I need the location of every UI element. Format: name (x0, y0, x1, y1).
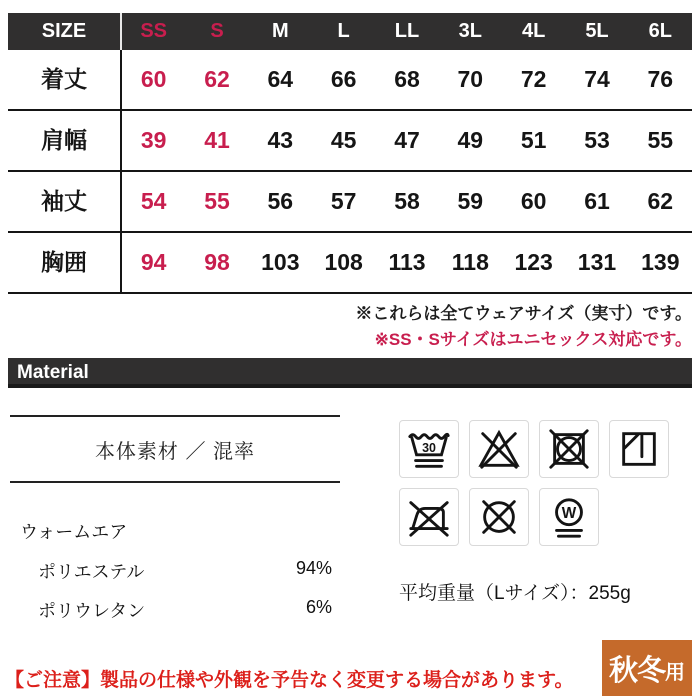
wet-clean-very-gentle-icon (539, 488, 599, 546)
row-label: 胸囲 (8, 233, 122, 292)
row-label: 肩幅 (8, 111, 122, 170)
size-table-header (8, 13, 692, 50)
cell-value: 43 (267, 127, 294, 153)
wash-30-very-gentle-icon (399, 420, 459, 478)
table-row-body-length (8, 50, 692, 111)
size-col-3l: 3L (458, 20, 482, 42)
cell-value: 47 (394, 127, 420, 153)
cell-value: 62 (647, 188, 674, 214)
cell-value: 59 (457, 188, 484, 214)
svg-text:W: W (561, 504, 577, 522)
fabric-name: ウォームエア (20, 522, 128, 542)
size-col-l: L (337, 20, 350, 42)
do-not-bleach-icon (469, 420, 529, 478)
cell-value: 45 (330, 127, 357, 153)
size-notes (355, 301, 692, 354)
care-symbols-grid (399, 420, 669, 546)
cell-value: 98 (204, 249, 230, 275)
cell-value: 66 (330, 66, 357, 92)
cell-value: 70 (457, 66, 484, 92)
caution-notice: 【ご注意】製品の仕様や外観を予告なく変更する場合があります。 (5, 670, 574, 691)
line-dry-in-shade-icon (609, 420, 669, 478)
cell-value: 68 (394, 66, 420, 92)
season-badge-main: 秋冬 (608, 654, 665, 687)
cell-value: 76 (647, 66, 674, 92)
composition-pct: 6% (305, 597, 332, 617)
size-table-body (8, 50, 692, 294)
size-header-cell: SIZE (8, 13, 122, 50)
composition-row (20, 597, 332, 623)
size-col-ss: SS (140, 20, 167, 42)
row-label: 袖丈 (8, 172, 122, 231)
cell-value: 39 (140, 127, 167, 153)
cell-value: 60 (140, 66, 167, 92)
fiber-box-title: 本体素材 ／ 混率 (10, 415, 340, 483)
size-col-ll: LL (394, 20, 420, 42)
cell-value: 57 (330, 188, 357, 214)
svg-text:30: 30 (422, 440, 436, 455)
size-col-6l: 6L (648, 20, 672, 42)
cell-value: 62 (204, 66, 230, 92)
average-weight-note: 平均重量（Lサイズ）：255g (399, 583, 631, 604)
cell-value: 41 (204, 127, 230, 153)
cell-value: 94 (140, 249, 167, 275)
cell-value: 139 (641, 249, 680, 275)
cell-value: 51 (520, 127, 547, 153)
cell-value: 55 (647, 127, 674, 153)
cell-value: 72 (520, 66, 547, 92)
cell-value: 60 (520, 188, 547, 214)
table-row-shoulder-width (8, 111, 692, 172)
do-not-dry-clean-icon (469, 488, 529, 546)
composition-pct: 94% (295, 558, 332, 578)
cell-value: 123 (514, 249, 553, 275)
size-col-s: S (210, 20, 224, 42)
composition-name: ポリウレタン (38, 601, 146, 621)
material-section-header: Material (8, 358, 692, 388)
composition-row (20, 558, 332, 584)
cell-value: 131 (577, 249, 617, 275)
cell-value: 54 (140, 188, 167, 214)
cell-value: 55 (204, 188, 230, 214)
season-badge-suffix: 用 (665, 661, 685, 684)
table-row-sleeve-length (8, 172, 692, 233)
note-unisex: ※SS・Sサイズはユニセックス対応です。 (374, 330, 692, 350)
size-col-4l: 4L (521, 20, 546, 42)
size-col-5l: 5L (585, 20, 609, 42)
fabric-composition (20, 518, 332, 636)
do-not-iron-icon (399, 488, 459, 546)
table-row-chest (8, 233, 692, 294)
size-col-m: M (271, 20, 289, 42)
note-wear-size: ※これらは全てウェアサイズ（実寸）です。 (355, 304, 692, 323)
do-not-tumble-dry-icon (539, 420, 599, 478)
row-label: 着丈 (8, 50, 122, 109)
cell-value: 103 (261, 249, 300, 275)
season-badge (602, 640, 692, 696)
cell-value: 64 (267, 66, 294, 92)
cell-value: 61 (584, 188, 610, 214)
cell-value: 74 (584, 66, 610, 92)
cell-value: 113 (388, 249, 426, 275)
cell-value: 56 (267, 188, 294, 214)
cell-value: 118 (451, 249, 489, 275)
cell-value: 49 (457, 127, 484, 153)
composition-name: ポリエステル (38, 562, 145, 582)
cell-value: 108 (324, 249, 363, 275)
cell-value: 58 (394, 188, 420, 214)
cell-value: 53 (584, 127, 610, 153)
